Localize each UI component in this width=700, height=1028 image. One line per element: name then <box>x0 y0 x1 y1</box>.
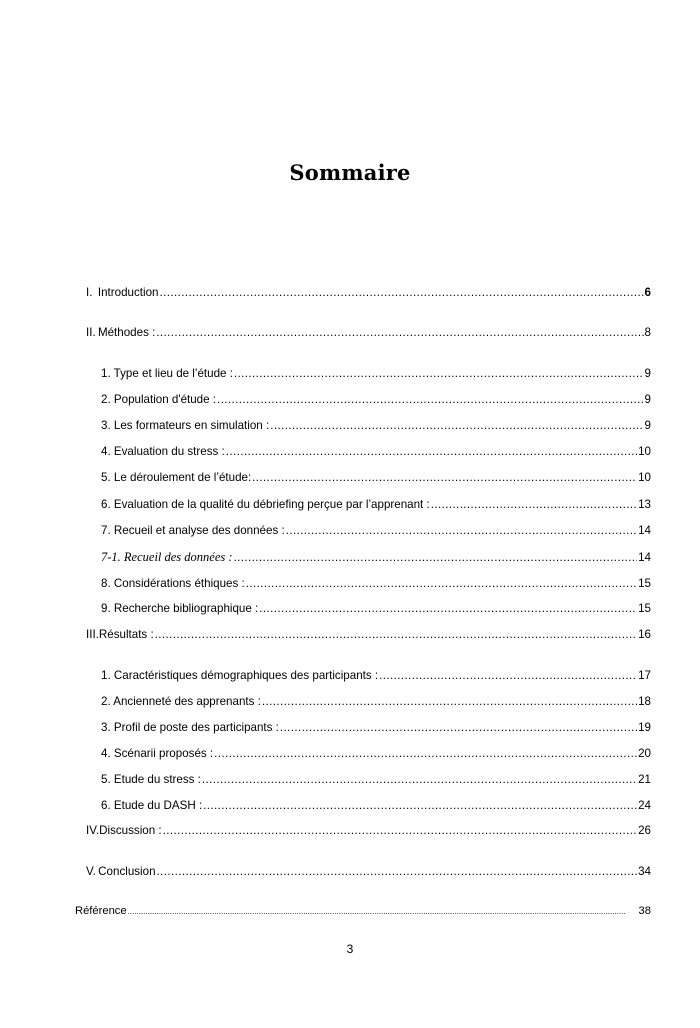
toc-label: 4. Scénarii proposés : <box>101 747 214 760</box>
toc-label: Référence <box>75 905 127 917</box>
toc-label: Résultats : <box>98 628 154 641</box>
toc-entry-m8[interactable] <box>101 576 651 592</box>
page-number: 3 <box>346 942 354 956</box>
toc-number: I. <box>86 286 93 299</box>
toc-label: 2. Population d'étude : <box>101 393 217 406</box>
leader-dots <box>163 823 637 839</box>
leader-dots <box>234 550 638 566</box>
toc-label: Méthodes : <box>97 326 156 339</box>
toc-label: 2. Ancienneté des apprenants : <box>101 695 261 708</box>
toc-label: 1. Type et lieu de l’étude : <box>101 367 233 380</box>
toc-entry-r5[interactable] <box>101 772 651 788</box>
toc-page: 14 <box>638 524 651 537</box>
toc-number: IV. <box>86 824 100 837</box>
toc-page: 38 <box>638 905 651 917</box>
leader-dots <box>246 576 637 592</box>
toc-number: V. <box>86 865 96 878</box>
toc-label: 8. Considérations éthiques : <box>101 577 245 590</box>
toc-entry-m3[interactable] <box>101 418 651 434</box>
toc-entry-m2[interactable] <box>101 392 651 408</box>
toc-page: 34 <box>638 865 651 878</box>
leader-dots <box>214 746 637 762</box>
leader-dots <box>234 366 644 382</box>
toc-label: 5. Le déroulement de l’étude: <box>101 471 252 484</box>
toc-label: 4. Evaluation du stress : <box>101 445 225 458</box>
leader-dots <box>202 772 637 788</box>
leader-dots <box>128 903 625 920</box>
leader-dots <box>280 720 637 736</box>
toc-entry-r1[interactable] <box>101 668 651 684</box>
leader-dots <box>226 444 637 460</box>
toc-label: Conclusion <box>98 865 156 878</box>
toc-page: 24 <box>638 799 651 812</box>
leader-dots <box>379 668 637 684</box>
toc-entry-m4[interactable] <box>101 444 651 460</box>
leader-dots <box>155 627 637 643</box>
toc-page: 10 <box>638 471 651 484</box>
toc-page: 9 <box>644 419 651 432</box>
toc-entry-conclusion[interactable] <box>86 864 651 880</box>
toc-page: 17 <box>638 669 651 682</box>
toc-label: 6. Evaluation de la qualité du débriefing perçue par l’apprenant : <box>101 498 430 511</box>
toc-entry-m7-1[interactable] <box>101 549 651 566</box>
toc-label: 5. Etude du stress : <box>101 773 201 786</box>
leader-dots <box>262 694 637 710</box>
toc-label: 9. Recherche bibliographique : <box>101 602 259 615</box>
leader-dots <box>217 392 644 408</box>
toc-number: III. <box>86 628 99 641</box>
toc-entry-m7[interactable] <box>101 523 651 539</box>
toc-entry-discussion[interactable] <box>86 823 651 839</box>
toc-number: II. <box>86 326 96 339</box>
toc-page: 16 <box>638 628 651 641</box>
toc-page: 6 <box>644 286 651 299</box>
leader-dots <box>159 285 643 301</box>
toc-label: 7. Recueil et analyse des données : <box>101 524 285 537</box>
toc-entry-m9[interactable] <box>101 601 651 617</box>
toc-page: 8 <box>644 326 651 339</box>
toc-label: Introduction <box>97 286 159 299</box>
toc-label: 6. Etude du DASH : <box>101 799 203 812</box>
toc-page: 14 <box>638 551 651 564</box>
toc-page: 20 <box>638 747 651 760</box>
toc-page: 21 <box>638 773 651 786</box>
toc-entry-r6[interactable] <box>101 798 651 814</box>
toc-entry-m5[interactable] <box>101 470 651 486</box>
toc-entry-reference[interactable] <box>75 903 651 920</box>
toc-page: 13 <box>638 498 651 511</box>
toc-page: 26 <box>638 824 651 837</box>
toc-page: 19 <box>638 721 651 734</box>
toc-entry-r2[interactable] <box>101 694 651 710</box>
toc-label: 1. Caractéristiques démographiques des participants : <box>101 669 379 682</box>
toc-entry-r4[interactable] <box>101 746 651 762</box>
toc-page: 18 <box>638 695 651 708</box>
toc-page: 9 <box>644 367 651 380</box>
leader-dots <box>286 523 637 539</box>
toc-entry-resultats[interactable] <box>86 627 651 643</box>
toc-entry-introduction[interactable] <box>86 285 651 301</box>
toc-page: 15 <box>638 602 651 615</box>
toc-page: 10 <box>638 445 651 458</box>
toc-entry-m6[interactable] <box>101 497 651 513</box>
toc-label: 3. Profil de poste des participants : <box>101 721 279 734</box>
toc-label: Discussion : <box>99 824 162 837</box>
leader-dots <box>270 418 643 434</box>
page-title: Sommaire <box>289 160 411 185</box>
toc-label: 3. Les formateurs en simulation : <box>101 419 270 432</box>
toc-page: 15 <box>638 577 651 590</box>
leader-dots <box>156 325 643 341</box>
toc-entry-r3[interactable] <box>101 720 651 736</box>
leader-dots <box>259 601 637 617</box>
toc-label: 7-1. Recueil des données : <box>101 550 233 564</box>
leader-dots <box>157 864 638 880</box>
leader-dots <box>431 497 637 513</box>
toc-entry-methodes[interactable] <box>86 325 651 341</box>
leader-dots <box>203 798 637 814</box>
toc-entry-m1[interactable] <box>101 366 651 382</box>
toc-page: 9 <box>644 393 651 406</box>
leader-dots <box>252 470 637 486</box>
